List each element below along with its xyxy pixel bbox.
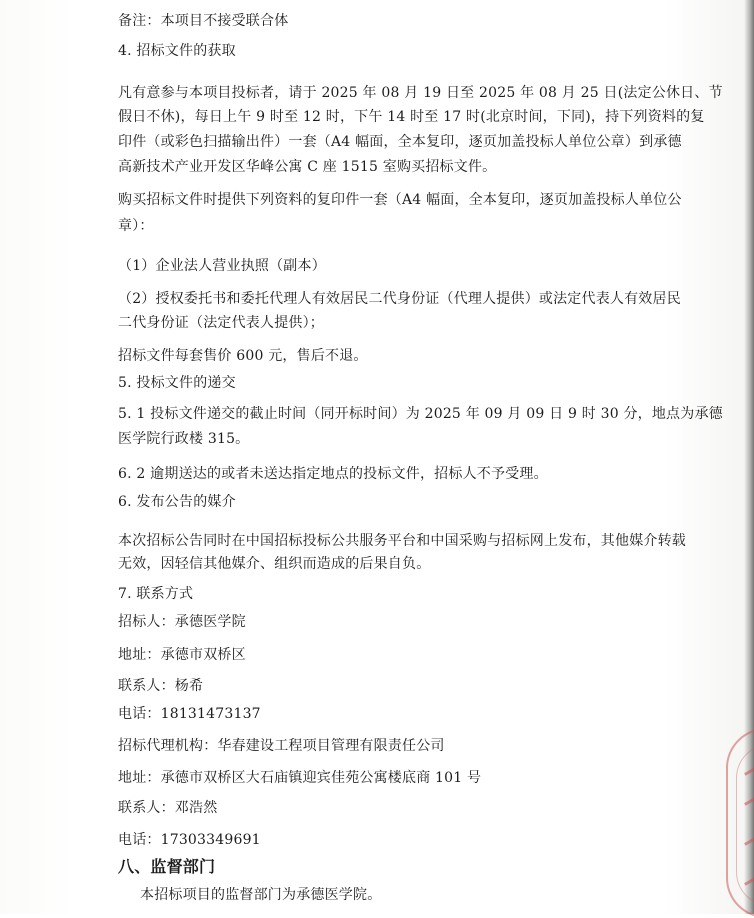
agency-address: 地址：承德市双桥区大石庙镇迎宾佳苑公寓楼底商 101 号 (118, 770, 482, 786)
tenderer-contact: 联系人：杨希 (118, 678, 204, 694)
paragraph-line: 5. 1 投标文件递交的截止时间（同开标时间）为 2025 年 09 月 09 日 9 时 30 分，地点为承德 (118, 406, 723, 422)
paragraph-line: 6. 2 逾期送达的或者未送达指定地点的投标文件，招标人不予受理。 (118, 466, 548, 482)
supervision-line: 本招标项目的监督部门为承德医学院。 (140, 887, 382, 903)
paragraph-line: 高新技术产业开发区华峰公寓 C 座 1515 室购买招标文件。 (118, 159, 497, 175)
agency: 招标代理机构：华春建设工程项目管理有限责任公司 (118, 738, 445, 754)
requirement-item: 二代身份证（法定代表人提供）； (118, 315, 324, 331)
section-6-title: 6. 发布公告的媒介 (118, 494, 236, 510)
requirement-item: （1）企业法人营业执照（副本） (118, 258, 326, 274)
tenderer-address: 地址：承德市双桥区 (118, 647, 246, 663)
requirement-item: （2）授权委托书和委托代理人有效居民二代身份证（代理人提供）或法定代表人有效居民 (118, 291, 681, 307)
section-8-heading: 八、监督部门 (118, 857, 216, 876)
paragraph-line: 章）： (118, 218, 154, 234)
paragraph-line: 凡有意参与本项目投标者，请于 2025 年 08 月 19 日至 2025 年 08 月 25 日(法定公休日、节 (118, 85, 723, 101)
paragraph-line: 购买招标文件时提供下列资料的复印件一套（A4 幅面，全本复印，逐页加盖投标人单位公 (118, 192, 682, 208)
paragraph-line: 本次招标公告同时在中国招标投标公共服务平台和中国采购与招标网上发布，其他媒介转载 (118, 533, 686, 549)
red-seal-stamp (726, 728, 754, 918)
paragraph-line: 假日不休)，每日上午 9 时至 12 时，下午 14 时至 17 时(北京时间，下同)，持下列资料的复 (118, 109, 705, 125)
section-5-title: 5. 投标文件的递交 (118, 375, 236, 391)
section-7-title: 7. 联系方式 (118, 586, 194, 602)
agency-phone: 电话：17303349691 (118, 832, 261, 848)
agency-contact: 联系人：邓浩然 (118, 800, 218, 816)
section-4-title: 4. 招标文件的获取 (118, 43, 236, 59)
paragraph-line: 医学院行政楼 315。 (118, 431, 250, 447)
tenderer: 招标人：承德医学院 (118, 614, 246, 630)
note-no-consortium: 备注：本项目不接受联合体 (118, 13, 289, 29)
paragraph-line: 印件（或彩色扫描输出件）一套（A4 幅面，全本复印，逐页加盖投标人单位公章）到承德 (118, 134, 682, 150)
paragraph-line: 无效，因轻信其他媒介、组织而造成的后果自负。 (118, 556, 431, 572)
tenderer-phone: 电话：18131473137 (118, 706, 261, 722)
price-line: 招标文件每套售价 600 元，售后不退。 (118, 348, 368, 364)
